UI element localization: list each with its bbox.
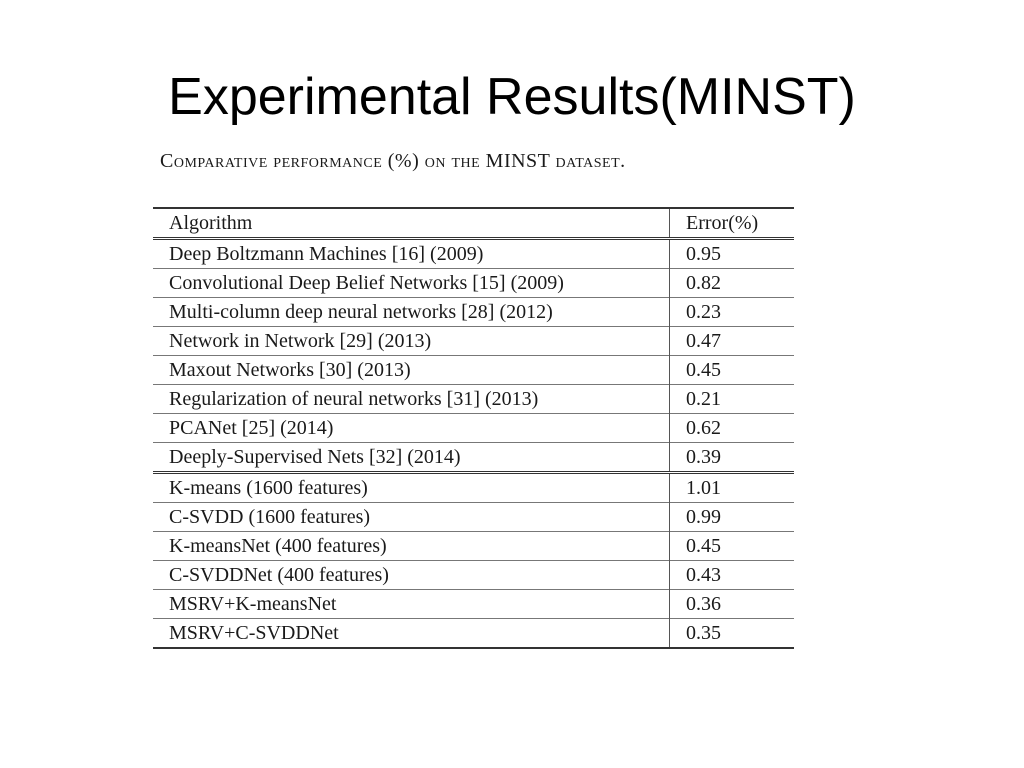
table-row	[153, 590, 794, 619]
table-row	[153, 356, 794, 385]
table-row	[153, 473, 794, 503]
table-row	[153, 385, 794, 414]
row-error: 0.45	[686, 535, 721, 557]
row-error: 0.36	[686, 593, 721, 615]
row-error: 0.23	[686, 301, 721, 323]
row-algorithm: K-meansNet (400 features)	[153, 532, 670, 561]
row-error: 0.39	[686, 446, 721, 468]
row-algorithm: K-means (1600 features)	[153, 473, 670, 503]
table-caption: Comparative performance (%) on the MINST dataset.	[160, 150, 626, 172]
row-error: 0.62	[686, 417, 721, 439]
table-row	[153, 239, 794, 269]
header-error: Error(%)	[670, 208, 795, 239]
row-algorithm: Regularization of neural networks [31] (2013)	[153, 385, 670, 414]
table-row	[153, 503, 794, 532]
slide-title: Experimental Results(MINST)	[168, 68, 856, 126]
row-algorithm: Multi-column deep neural networks [28] (2012)	[153, 298, 670, 327]
row-error: 0.82	[686, 272, 721, 294]
row-algorithm: Convolutional Deep Belief Networks [15] (2009)	[153, 269, 670, 298]
table-header-row	[153, 208, 794, 239]
row-algorithm: Deeply-Supervised Nets [32] (2014)	[153, 443, 670, 473]
row-algorithm: C-SVDDNet (400 features)	[153, 561, 670, 590]
row-algorithm: MSRV+K-meansNet	[153, 590, 670, 619]
table-row	[153, 619, 794, 649]
row-error: 0.45	[686, 359, 721, 381]
table-row	[153, 532, 794, 561]
row-error: 0.99	[686, 506, 721, 528]
table-row	[153, 414, 794, 443]
row-algorithm: Maxout Networks [30] (2013)	[153, 356, 670, 385]
row-error: 0.43	[686, 564, 721, 586]
table-row	[153, 269, 794, 298]
row-error-best: 0.35	[686, 622, 721, 644]
table-row	[153, 327, 794, 356]
row-algorithm: MSRV+C-SVDDNet	[153, 619, 670, 649]
results-table	[153, 207, 794, 649]
row-error: 0.95	[686, 243, 721, 265]
table-row	[153, 443, 794, 473]
row-error: 1.01	[686, 477, 721, 499]
table-row	[153, 298, 794, 327]
results-table-wrapper	[153, 207, 794, 649]
row-algorithm: PCANet [25] (2014)	[153, 414, 670, 443]
row-algorithm: Network in Network [29] (2013)	[153, 327, 670, 356]
table-row	[153, 561, 794, 590]
row-error: 0.21	[686, 388, 721, 410]
row-algorithm: Deep Boltzmann Machines [16] (2009)	[153, 239, 670, 269]
row-error: 0.47	[686, 330, 721, 352]
header-algorithm: Algorithm	[153, 208, 670, 239]
row-algorithm: C-SVDD (1600 features)	[153, 503, 670, 532]
